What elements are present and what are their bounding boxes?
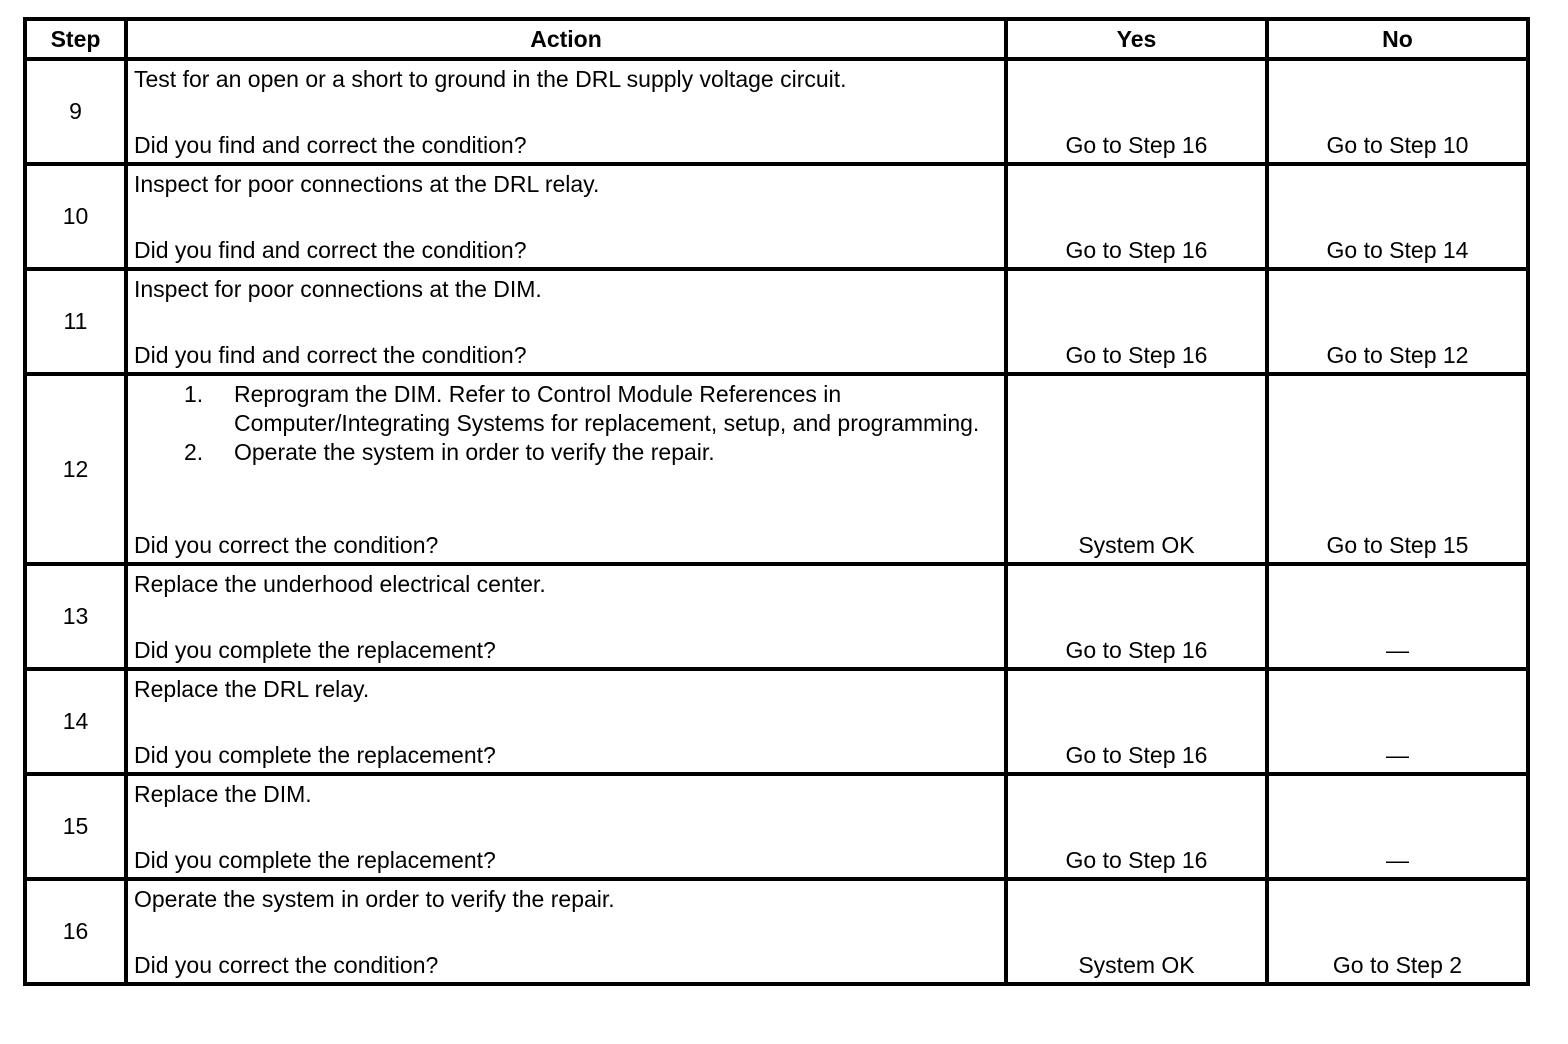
header-row — [25, 19, 1528, 59]
yes-cell — [1006, 59, 1267, 164]
no-cell — [1267, 669, 1528, 774]
no-result: — — [1386, 847, 1409, 873]
step-number: 16 — [25, 879, 126, 984]
list-item-text: Reprogram the DIM. Refer to Control Module References in Computer/Integrating Systems for replacement, setup, and programming. — [234, 381, 980, 436]
list-item-number: 1. — [184, 381, 204, 407]
no-cell — [1267, 879, 1528, 984]
header-action: Action — [126, 19, 1006, 59]
action-cell — [126, 669, 1006, 774]
action-cell — [126, 564, 1006, 669]
yes-cell — [1006, 564, 1267, 669]
no-cell — [1267, 269, 1528, 374]
yes-result: Go to Step 16 — [1065, 742, 1208, 768]
yes-result: Go to Step 16 — [1065, 342, 1208, 368]
table-row — [25, 564, 1528, 669]
yes-result: Go to Step 16 — [1065, 237, 1208, 263]
yes-result: System OK — [1078, 532, 1195, 558]
no-cell — [1267, 564, 1528, 669]
action-question: Did you find and correct the condition? — [134, 342, 527, 368]
no-result: Go to Step 14 — [1326, 237, 1469, 263]
header-step: Step — [25, 19, 126, 59]
step-number: 12 — [25, 374, 126, 564]
no-cell — [1267, 374, 1528, 564]
list-item-text: Operate the system in order to verify the repair. — [234, 439, 715, 465]
list-item-number: 2. — [184, 439, 204, 465]
table-row — [25, 269, 1528, 374]
action-cell — [126, 879, 1006, 984]
yes-result: Go to Step 16 — [1065, 637, 1208, 663]
action-question: Did you correct the condition? — [134, 532, 439, 558]
no-result: — — [1386, 637, 1409, 663]
action-cell — [126, 59, 1006, 164]
yes-result: Go to Step 16 — [1065, 132, 1208, 158]
list-item — [184, 438, 998, 467]
action-instruction: Replace the underhood electrical center. — [134, 571, 546, 597]
action-question: Did you complete the replacement? — [134, 637, 496, 663]
yes-cell — [1006, 269, 1267, 374]
action-cell — [126, 374, 1006, 564]
action-instruction: Replace the DRL relay. — [134, 676, 370, 702]
no-cell — [1267, 164, 1528, 269]
list-item — [184, 380, 998, 438]
no-result: Go to Step 2 — [1332, 952, 1463, 978]
diagnostic-table — [23, 17, 1530, 986]
header-yes: Yes — [1006, 19, 1267, 59]
action-question: Did you complete the replacement? — [134, 742, 496, 768]
action-instruction: Replace the DIM. — [134, 781, 312, 807]
action-question: Did you correct the condition? — [134, 952, 439, 978]
table-row — [25, 879, 1528, 984]
action-instruction: Test for an open or a short to ground in the DRL supply voltage circuit. — [134, 66, 847, 92]
no-cell — [1267, 774, 1528, 879]
action-instruction: Inspect for poor connections at the DRL relay. — [134, 171, 600, 197]
table-row — [25, 774, 1528, 879]
step-number: 13 — [25, 564, 126, 669]
action-instruction: Inspect for poor connections at the DIM. — [134, 276, 542, 302]
action-question: Did you find and correct the condition? — [134, 132, 527, 158]
yes-result: System OK — [1078, 952, 1195, 978]
yes-cell — [1006, 879, 1267, 984]
table-row — [25, 374, 1528, 564]
action-cell — [126, 774, 1006, 879]
numbered-list — [134, 380, 998, 467]
no-result: — — [1386, 742, 1409, 768]
yes-cell — [1006, 669, 1267, 774]
no-result: Go to Step 12 — [1326, 342, 1469, 368]
step-number: 15 — [25, 774, 126, 879]
table-row — [25, 164, 1528, 269]
table-row — [25, 669, 1528, 774]
action-instruction: Operate the system in order to verify the repair. — [134, 886, 615, 912]
no-result: Go to Step 10 — [1326, 132, 1469, 158]
no-cell — [1267, 59, 1528, 164]
step-number: 10 — [25, 164, 126, 269]
yes-cell — [1006, 164, 1267, 269]
table-row — [25, 59, 1528, 164]
yes-cell — [1006, 774, 1267, 879]
action-cell — [126, 164, 1006, 269]
step-number: 11 — [25, 269, 126, 374]
step-number: 14 — [25, 669, 126, 774]
yes-cell — [1006, 374, 1267, 564]
action-question: Did you find and correct the condition? — [134, 237, 527, 263]
action-cell — [126, 269, 1006, 374]
action-instruction-list — [134, 380, 998, 467]
header-no: No — [1267, 19, 1528, 59]
step-number: 9 — [25, 59, 126, 164]
yes-result: Go to Step 16 — [1065, 847, 1208, 873]
action-question: Did you complete the replacement? — [134, 847, 496, 873]
no-result: Go to Step 15 — [1326, 532, 1469, 558]
